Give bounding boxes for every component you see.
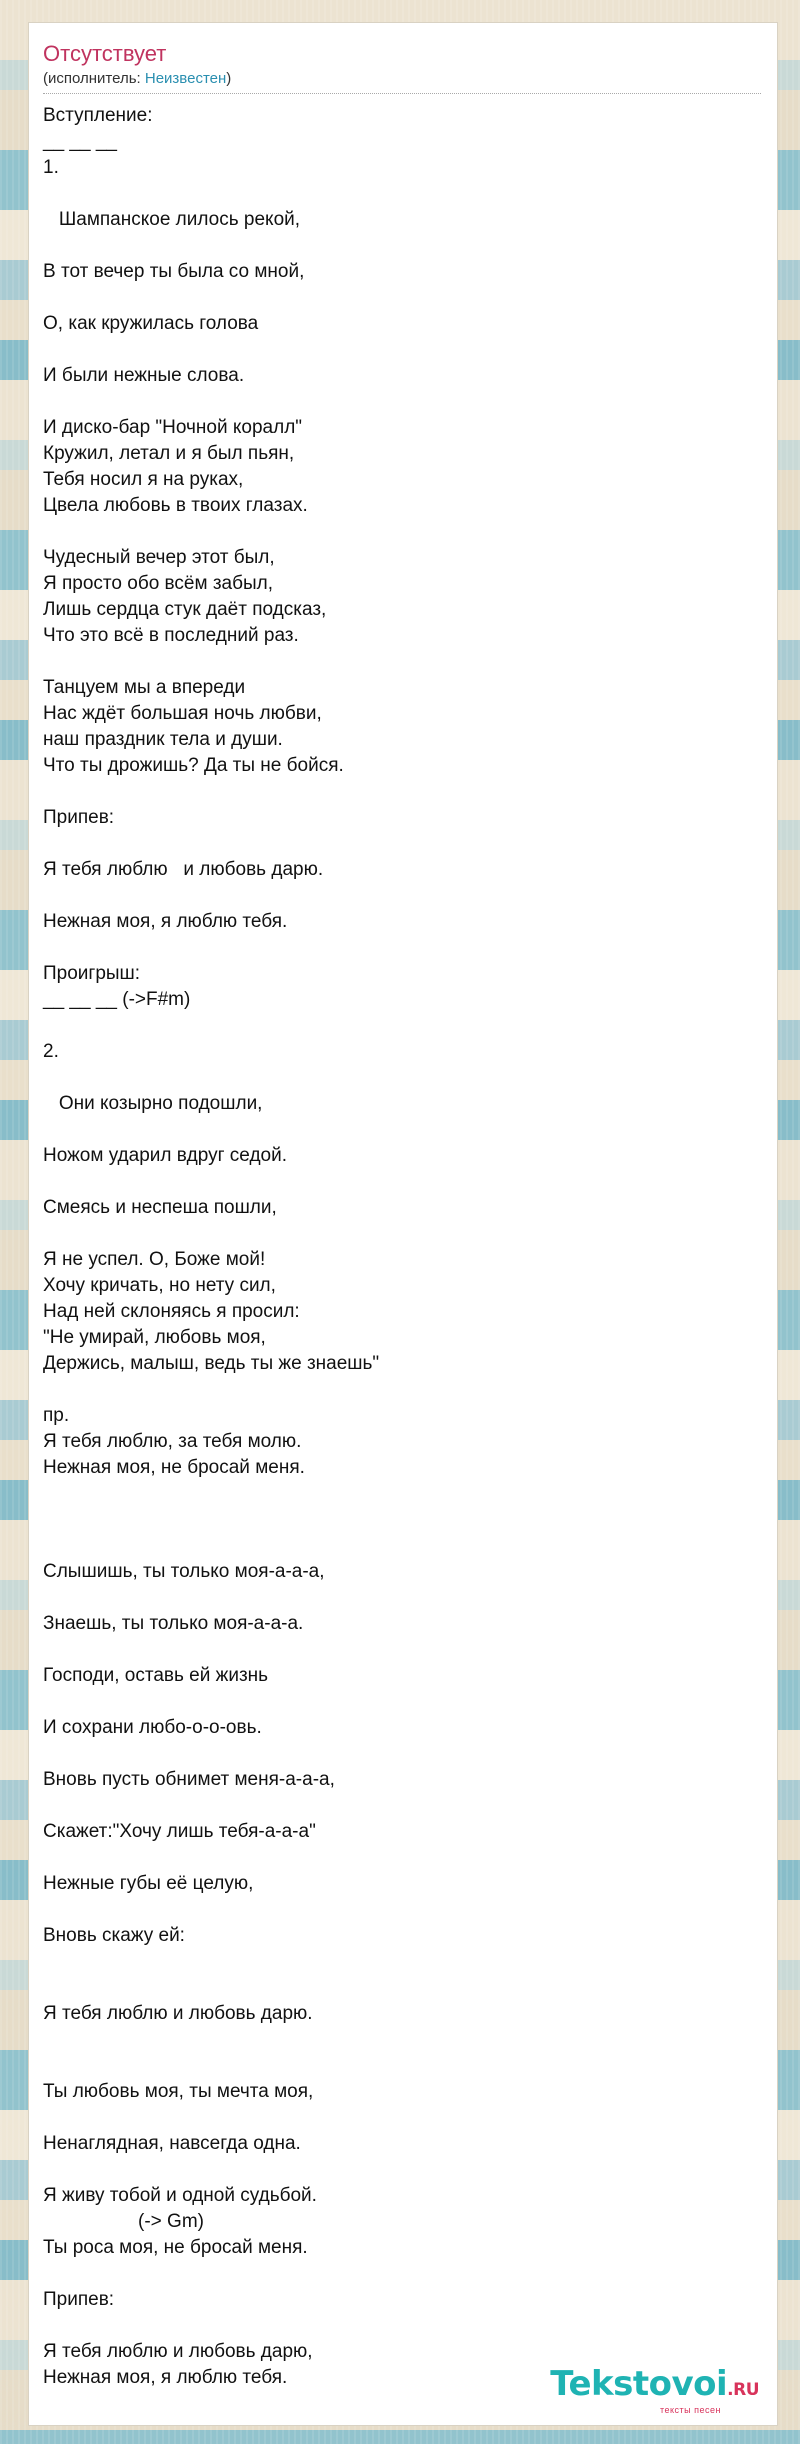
performer-link[interactable]: Неизвестен xyxy=(144,70,227,87)
header-divider xyxy=(43,93,761,94)
song-header xyxy=(43,41,761,89)
site-logo[interactable] xyxy=(550,2365,759,2415)
performer-prefix: (исполнитель: xyxy=(43,70,145,87)
logo-tagline: тексты песен xyxy=(659,2405,721,2415)
performer-suffix: ) xyxy=(226,70,232,87)
song-title: Отсутствует xyxy=(43,41,167,66)
performer-line xyxy=(43,69,761,89)
logo-suffix: .RU xyxy=(727,2380,759,2400)
lyrics-panel xyxy=(28,22,778,2426)
logo-main-text: Tekstovoi xyxy=(550,2364,728,2404)
lyrics-text: Вступление: __ __ __ 1. Шампанское лилось рекой, В тот вечер ты была со мной, О, как кружилась голова И были нежные слова. И диско-бар "Ночной коралл" Кружил, летал и я был пьян, Тебя носил я на руках, Цвела любовь в твоих глазах. Чудесный вечер этот был, Я просто обо всём забыл, Лишь сердца стук даёт подсказ, Что это всё в последний раз. Танцуем мы а впереди Нас ждёт большая ночь любви, наш праздник тела и души. Что ты дрожишь? Да ты не бойся. Припев: Я тебя люблю и любовь дарю. Нежная моя, я люблю тебя. Проигрыш: __ __ __ (->F#m) 2. Они козырно подошли, Ножом ударил вдруг седой. Смеясь и неспеша пошли, Я не успел. О, Боже мой! Хочу кричать, но нету сил, Над ней склоняясь я просил: "Не умирай, любовь моя, Держись, малыш, ведь ты же знаешь" пр. Я тебя люблю, за тебя молю. Нежная моя, не бросай меня. Слышишь, ты только моя-а-а-а, Знаешь, ты только моя-а-а-а. Господи, оставь ей жизнь И сохрани любо-о-о-овь. Вновь пусть обнимет меня-а-а-а, Скажет:"Хочу лишь тебя-а-а-а" Нежные губы её целую, Вновь скажу ей: Я тебя люблю и любовь дарю. Ты любовь моя, ты мечта моя, Ненаглядная, навсегда одна. Я живу тобой и одной судьбой. (-> Gm) Ты роса моя, не бросай меня. Припев: Я тебя люблю и любовь дарю, Нежная моя, я люблю тебя. xyxy=(43,105,380,2388)
logo-wordmark xyxy=(550,2365,759,2409)
